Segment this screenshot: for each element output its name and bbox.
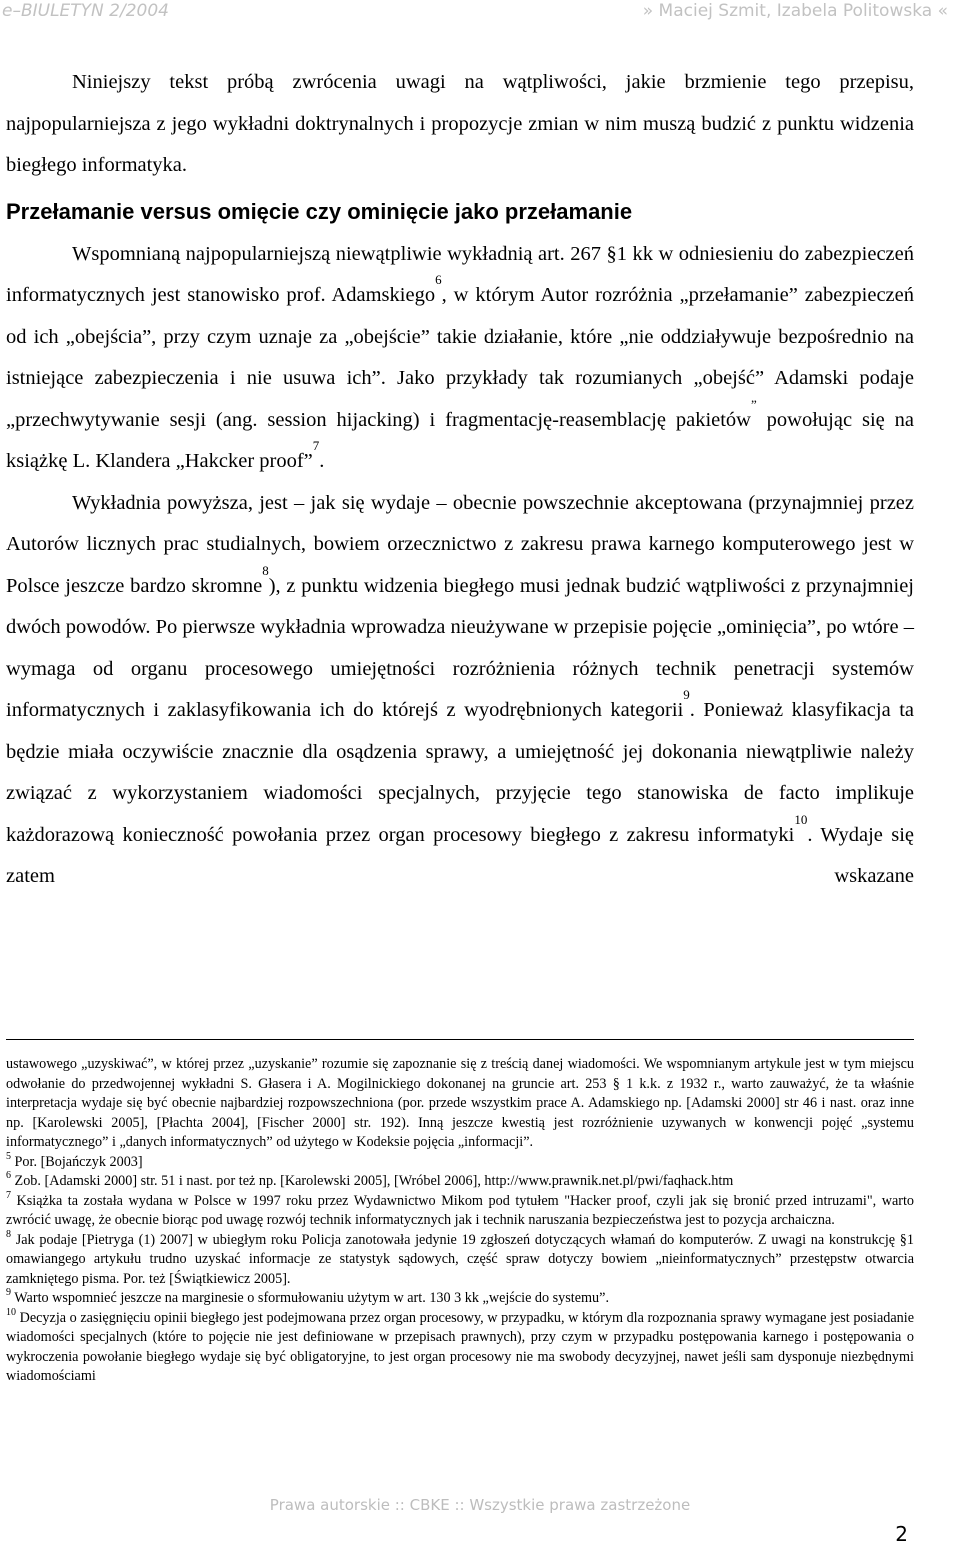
header-journal-title: e–BIULETYN 2/2004: [2, 1, 169, 21]
running-header: [0, 0, 960, 30]
footnote-text: Jak podaje [Pietryga (1) 2007] w ubiegłym roku Policja zanotowała jedynie 19 zgłoszeń dotyczących włamań do komputerów. Z uwagi na konstrukcję §1 omawiangego artykułu trudno uzyskać informacje ze statystyk sądowych, część spraw dotyczy bowiem „nieinformatycznych” przestępstw otwarcia zamkniętego pisma. Por. też [Świątkiewicz 2005].: [6, 1231, 914, 1287]
footnote-number: 5: [6, 1150, 11, 1162]
footnote-number: 9: [6, 1287, 11, 1298]
header-authors: » Maciej Szmit, Izabela Politowska «: [642, 1, 948, 21]
text-segment: .: [319, 450, 325, 472]
footnote-8: [6, 1228, 914, 1290]
quote-mark: ”: [750, 396, 757, 412]
paragraph-adamski: [6, 234, 914, 483]
main-text: [6, 62, 914, 898]
footnote-text: Decyzja o zasięgnięciu opinii biegłego jest podejmowana przez organ procesowy, w przypadku, w którym dla rozpoznania sprawy wymagane jest posiadanie wiadomości specjalnych (które to pojęcie nie jest definiowane w przepisach prawnych), przy czym w przypadku postępowania karnego i postępowania o wykroczenia powołanie biegłego wydaje się być obligatoryjne, to jest organ procesowy nie ma swobody decyzyjnej, nawet jeśli sam dysponuje niezbędnymi wiadomościami: [6, 1309, 914, 1384]
footnote-6: [6, 1172, 914, 1192]
footnote-ref-7: 7: [312, 438, 320, 453]
footnote-text: Zob. [Adamski 2000] str. 51 i nast. por też np. [Karolewski 2005], [Wróbel 2006], http://www.prawnik.net.pl/pwi/faqhack.htm: [11, 1173, 734, 1189]
footnote-separator: [6, 1039, 914, 1040]
footnote-9: [6, 1289, 914, 1309]
text-segment: . Wydaje się zatem wskazane: [6, 823, 914, 887]
footnote-number: 10: [6, 1306, 16, 1318]
text-segment: , w którym Autor rozróżnia „przełamanie” zabezpieczeń od ich „obejścia”, przy czym uznaje za „obejście” takie działanie, które „nie oddziaływuje bezpośrednio na istniejące zabezpieczenia i nie usuwa ich”. Jako przykłady tak rozumianych „obejść” Adamski podaje „przechwytywanie sesji (ang. session hijacking) i fragmentację-reasemblację pakietów: [6, 284, 914, 431]
footnote-ref-8: 8: [262, 562, 269, 578]
footnote-number: 6: [6, 1170, 11, 1181]
footnote-number: 8: [6, 1228, 11, 1240]
footnote-text: Por. [Bojańczyk 2003]: [11, 1153, 143, 1170]
text-segment: Wykładnia powyższa, jest – jak się wydaje – obecnie powszechnie akceptowana (przynajmniej przez Autorów licznych prac studialnych, bowiem orzecznictwo z zakresu prawa karnego komputerowego jest w Polsce jeszcze bardzo skromne: [6, 491, 914, 597]
copyright-footer: Prawa autorskie :: CBKE :: Wszystkie prawa zastrzeżone: [269, 1496, 691, 1514]
paragraph-intro: Niniejszy tekst próbą zwrócenia uwagi na wątpliwości, jakie brzmienie tego przepisu, najpopularniejsza z jego wykładni doktrynalnych i propozycje zmian w nim muszą budzić z punktu widzenia biegłego informatyka.: [6, 71, 914, 176]
footnote-ref-9: 9: [683, 687, 690, 702]
footnote-number: 7: [6, 1189, 11, 1201]
footnote-7: [6, 1189, 914, 1231]
footnote-text: Warto wspomnieć jeszcze na marginesie o sformułowaniu użytym w art. 130 3 kk „wejście do systemu”.: [11, 1290, 609, 1306]
footnote-10: [6, 1306, 914, 1387]
text-segment: Wspomnianą najpopularniejszą niewątpliwie wykładnią art. 267 §1 kk w odniesieniu do zabezpieczeń informatycznych jest stanowisko prof. Adamskiego: [6, 242, 914, 306]
text-segment: . Ponieważ klasyfikacja ta będzie miała oczywiście znacznie dla osądzenia sprawy, a umiejętność jej dokonania niewątpliwie należy związać z wykorzystaniem wiadomości specjalnych, przyjęcie tego stanowiska de facto implikuje każdorazową konieczność powołania przez organ procesowy biegłego z zakresu informatyki: [6, 699, 914, 846]
footnote-continued: ustawowego „uzyskiwać”, w której przez „uzyskanie” rozumie się zapoznanie się z treścią danej wiadomości. We wspomnianym artykule jest w tym miejscu odwołanie do przedwojennej wykładni S. Głasera i A. Mogilnickiego dokonanej na gruncie art. 253 § 1 k.k. z 1932 r., warto zauważyć, że ta właśnie interpretacja wydaje się być obecnie najbardziej rozpowszechniona (por. przede wszystkim prace A. Adamskiego np. [Adamski 2000] str 46 i nast. oraz inne np. [Karolewski 2005], [Płachta 2004], [Fischer 2000] str. 192). Inną jeszcze kwestią jest rozróżnienie uzywanych w konwencji pojęć „systemu informatycznego” i „danych informatycznych” od użytego w Kodeksie pojęcia „informacji”.: [6, 1056, 914, 1150]
footnote-ref-10: 10: [794, 811, 808, 827]
footnote-ref-6: 6: [435, 272, 442, 287]
footnotes: [6, 1055, 914, 1387]
text-segment: powołując się na książkę L. Klandera „Hakcker proof”: [6, 408, 914, 472]
section-heading: Przełamanie versus omięcie czy ominięcie jako przełamanie: [6, 198, 633, 224]
footnote-5: [6, 1150, 914, 1173]
footnote-text: Książka ta została wydana w Polsce w 1997 roku przez Wydawnictwo Mikom pod tytułem "Hacker proof, czyli jak się bronić przed intruzami", warto zwrócić uwagę, że obecnie biorąc pod uwagę rozwój technik informatycznych jak i technik naruszania bezpieczeństwa jest to pozycja archaiczna.: [6, 1192, 914, 1228]
text-segment: ), z punktu widzenia biegłego musi jednak budzić wątpliwości z przynajmniej dwóch powodów. Po pierwsze wykładnia wprowadza nieużywane w przepisie pojęcie „ominięcia”, po wtóre – wymaga od organu procesowego umiejętności rozróżnienia różnych technik penetracji systemów informatycznych i zaklasyfikowania ich do którejś z wyodrębnionych kategorii: [6, 574, 914, 721]
page-number: 2: [895, 1522, 908, 1546]
paragraph-interpretation: [6, 483, 914, 898]
